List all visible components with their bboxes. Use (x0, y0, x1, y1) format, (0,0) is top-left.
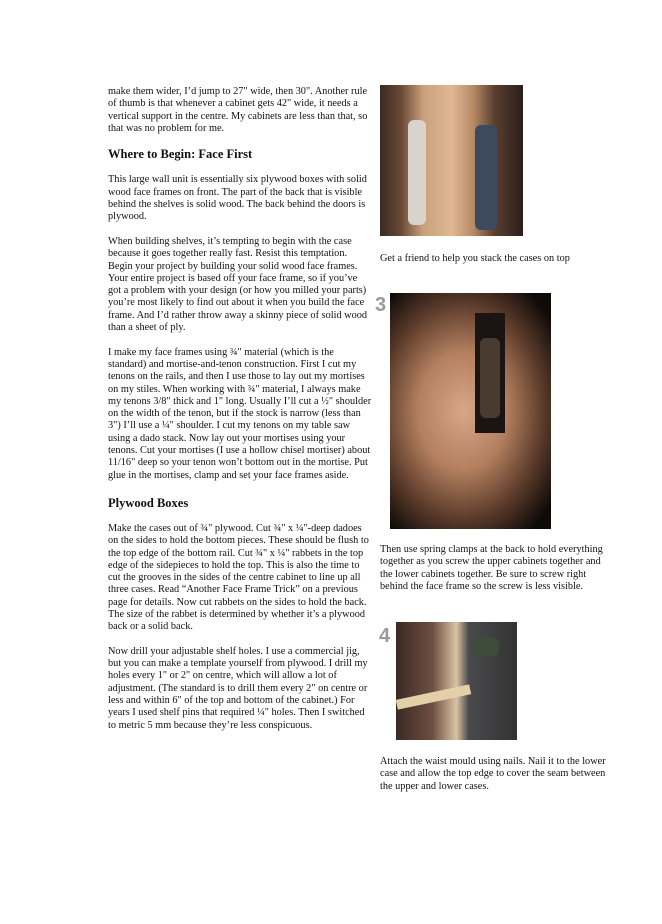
heading-plywood-boxes: Plywood Boxes (108, 495, 189, 510)
left-column (108, 86, 372, 744)
intro-paragraph: make them wider, I’d jump to 27" wide, then 30". Another rule of thumb is that whenever a cabinet gets 42" wide, it needs a vertical support in the centre. My cabinets are less than that, so that was no problem for me. (108, 86, 368, 134)
paragraph: Now drill your adjustable shelf holes. I use a commercial jig, but you can make a template yourself from plywood. I drill my holes every 1" or 2" on centre, which will allow a lot of adjustment. (The standard is to drill them every 2" on centre or less and within 6" of the top and bottom of the cabinet.) For years I used shelf pins that required ¼" holes. Then I switched to metric 5 mm because they’re less conspicuous. (108, 645, 368, 731)
paragraph: Make the cases out of ¾" plywood. Cut ¾" x ¼"-deep dadoes on the sides to hold the bottom pieces. These should be flush to the top edge of the bottom rail. Cut ¾" x ¼" rabbets in the top edge of the sidepieces to hold the top. This is also the time to cut the grooves in the sides of the centre cabinet to line up all three cases. Read “Another Face Frame Trick” on a previous page for details. Now cut rabbets on the sides to hold the back. The size of the rabbet is determined by whether it’s a plywood back or a solid back. (108, 522, 369, 633)
photo-stacking-cases (380, 85, 523, 236)
paragraph: This large wall unit is essentially six plywood boxes with solid wood face frames on front. The part of the back that is visible behind the shelves is solid wood. The back behind the doors is plywood. (108, 174, 367, 223)
paragraph: I make my face frames using ¾" material (which is the standard) and mortise-and-tenon construction. First I cut my tenons on the rails, and then I use those to lay out my mortises on my stiles. When working with ¾" material, I always make my tenons 3/8" thick and 1" long. Usually I’ll cut a ½" shoulder on the width of the tenon, but if the stock is narrow (less than 3") I’ll use a ¼" shoulder. I cut my tenons on my table saw using a dado stack. Now lay out your mortises using your tenons. Cut your mortises (I use a hollow chisel mortiser) about 11/16" deep so your tenon won’t bottom out in the mortise. Put glue in the mortises, clamp and set your face frames aside. (108, 346, 372, 481)
paragraph: When building shelves, it’s tempting to begin with the case because it goes together really fast. Resist this temptation. Begin your project by building your solid wood face frames. Your entire project is based off your face frame, so if you’ve got a problem with your design (or how you milled your parts) you’re most likely to find out about it when you build the face frame. And I’d rather throw away a skinny piece of solid wood than a sheet of ply. (108, 235, 368, 334)
caption-step2: Get a friend to help you stack the cases on top (380, 253, 570, 264)
step-number-3: 3 (375, 294, 387, 316)
caption-step4: Attach the waist mould using nails. Nail it to the lower case and allow the top edge to cover the seam between the upper and lower cases. (380, 756, 606, 792)
heading-face-first: Where to Begin: Face First (108, 147, 253, 162)
photo-waist-mould (396, 622, 517, 740)
step-number-4: 4 (379, 625, 391, 647)
photo-spring-clamps (390, 293, 551, 529)
caption-step3: Then use spring clamps at the back to hold everything together as you screw the upper cabinets together and the lower cabinets together. Be sure to screw right behind the face frame so the screw is less visible. (380, 544, 603, 592)
